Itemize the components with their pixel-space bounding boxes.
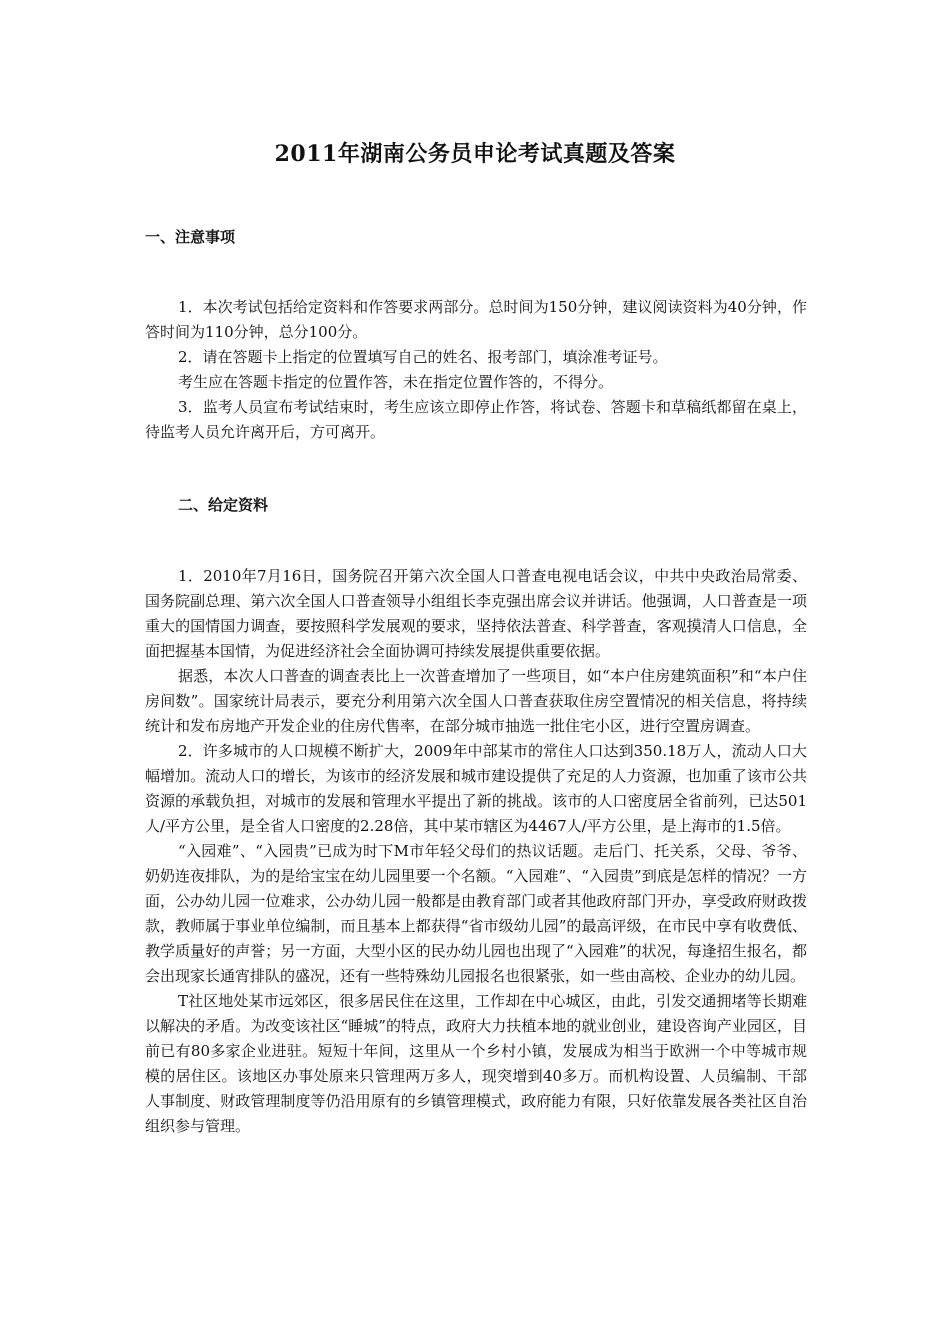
- document-title: 2011年湖南公务员申论考试真题及答案: [274, 141, 676, 167]
- materials-section: [145, 564, 807, 1139]
- materials-paragraph: 1．2010年7月16日，国务院召开第六次全国人口普查电视电话会议，中共中央政治局常委、国务院副总理、第六次全国人口普查领导小组组长李克强出席会议并讲话。他强调，人口普查是一项重大的国情国力调查，要按照科学发展观的要求，坚持依法普查、科学普查，客观摸清人口信息，全面把握基本国情，为促进经济社会全面协调可持续发展提供重要依据。: [145, 567, 807, 660]
- notes-section: [145, 295, 807, 445]
- notes-paragraph: 考生应在答题卡指定的位置作答，未在指定位置作答的，不得分。: [178, 373, 614, 391]
- section-heading-notes: 一、注意事项: [145, 228, 236, 246]
- notes-paragraph: 1．本次考试包括给定资料和作答要求两部分。总时间为150分钟，建议阅读资料为40分钟，作答时间为110分钟，总分100分。: [145, 298, 807, 341]
- materials-paragraph: T社区地处某市远郊区，很多居民住在这里，工作却在中心城区，由此，引发交通拥堵等长期难以解决的矛盾。为改变该社区“睡城”的特点，政府大力扶植本地的就业创业，建设咨询产业园区，目前已有80多家企业进驻。短短十年间，这里从一个乡村小镇，发展成为相当于欧洲一个中等城市规模的居住区。该地区办事处原来只管理两万多人，现突增到40多万。而机构设置、人员编制、干部人事制度、财政管理制度等仍沿用原有的乡镇管理模式，政府能力有限，只好依靠发展各类社区自治组织参与管理。: [145, 992, 807, 1135]
- materials-paragraph: 2．许多城市的人口规模不断扩大，2009年中部某市的常住人口达到350.18万人，流动人口大幅增加。流动人口的增长，为该市的经济发展和城市建设提供了充足的人力资源，也加重了该市公共资源的承载负担，对城市的发展和管理水平提出了新的挑战。该市的人口密度居全省前列，已达501人/平方公里，是全省人口密度的2.28倍，其中某市辖区为4467人/平方公里，是上海市的1.5倍。: [145, 742, 807, 835]
- materials-paragraph: “入园难”、“入园贵”已成为时下M市年轻父母们的热议话题。走后门、托关系，父母、爷爷、奶奶连夜排队，为的是给宝宝在幼儿园里要一个名额。“入园难”、“入园贵”到底是怎样的情况？一方面，公办幼儿园一位难求，公办幼儿园一般都是由教育部门或者其他政府部门开办，享受政府财政拨款，教师属于事业单位编制，而且基本上都获得“省市级幼儿园”的最高评级，在市民中享有收费低、教学质量好的声誉；另一方面，大型小区的民办幼儿园也出现了“入园难”的状况，每逢招生报名，都会出现家长通宵排队的盛况，还有一些特殊幼儿园报名也很紧张，如一些由高校、企业办的幼儿园。: [145, 842, 807, 985]
- notes-paragraph: 3．监考人员宣布考试结束时，考生应该立即停止作答，将试卷、答题卡和草稿纸都留在桌上，待监考人员允许离开后，方可离开。: [145, 398, 807, 441]
- materials-paragraph: 据悉，本次人口普查的调查表比上一次普查增加了一些项目，如“本户住房建筑面积”和“本户住房间数”。国家统计局表示，要充分利用第六次全国人口普查获取住房空置情况的相关信息，将持续统计和发布房地产开发企业的住房代售率，在部分城市抽选一批住宅小区，进行空置房调查。: [145, 667, 807, 735]
- section-heading-materials: 二、给定资料: [178, 496, 269, 514]
- notes-paragraph: 2．请在答题卡上指定的位置填写自己的姓名、报考部门，填涂准考证号。: [178, 348, 668, 366]
